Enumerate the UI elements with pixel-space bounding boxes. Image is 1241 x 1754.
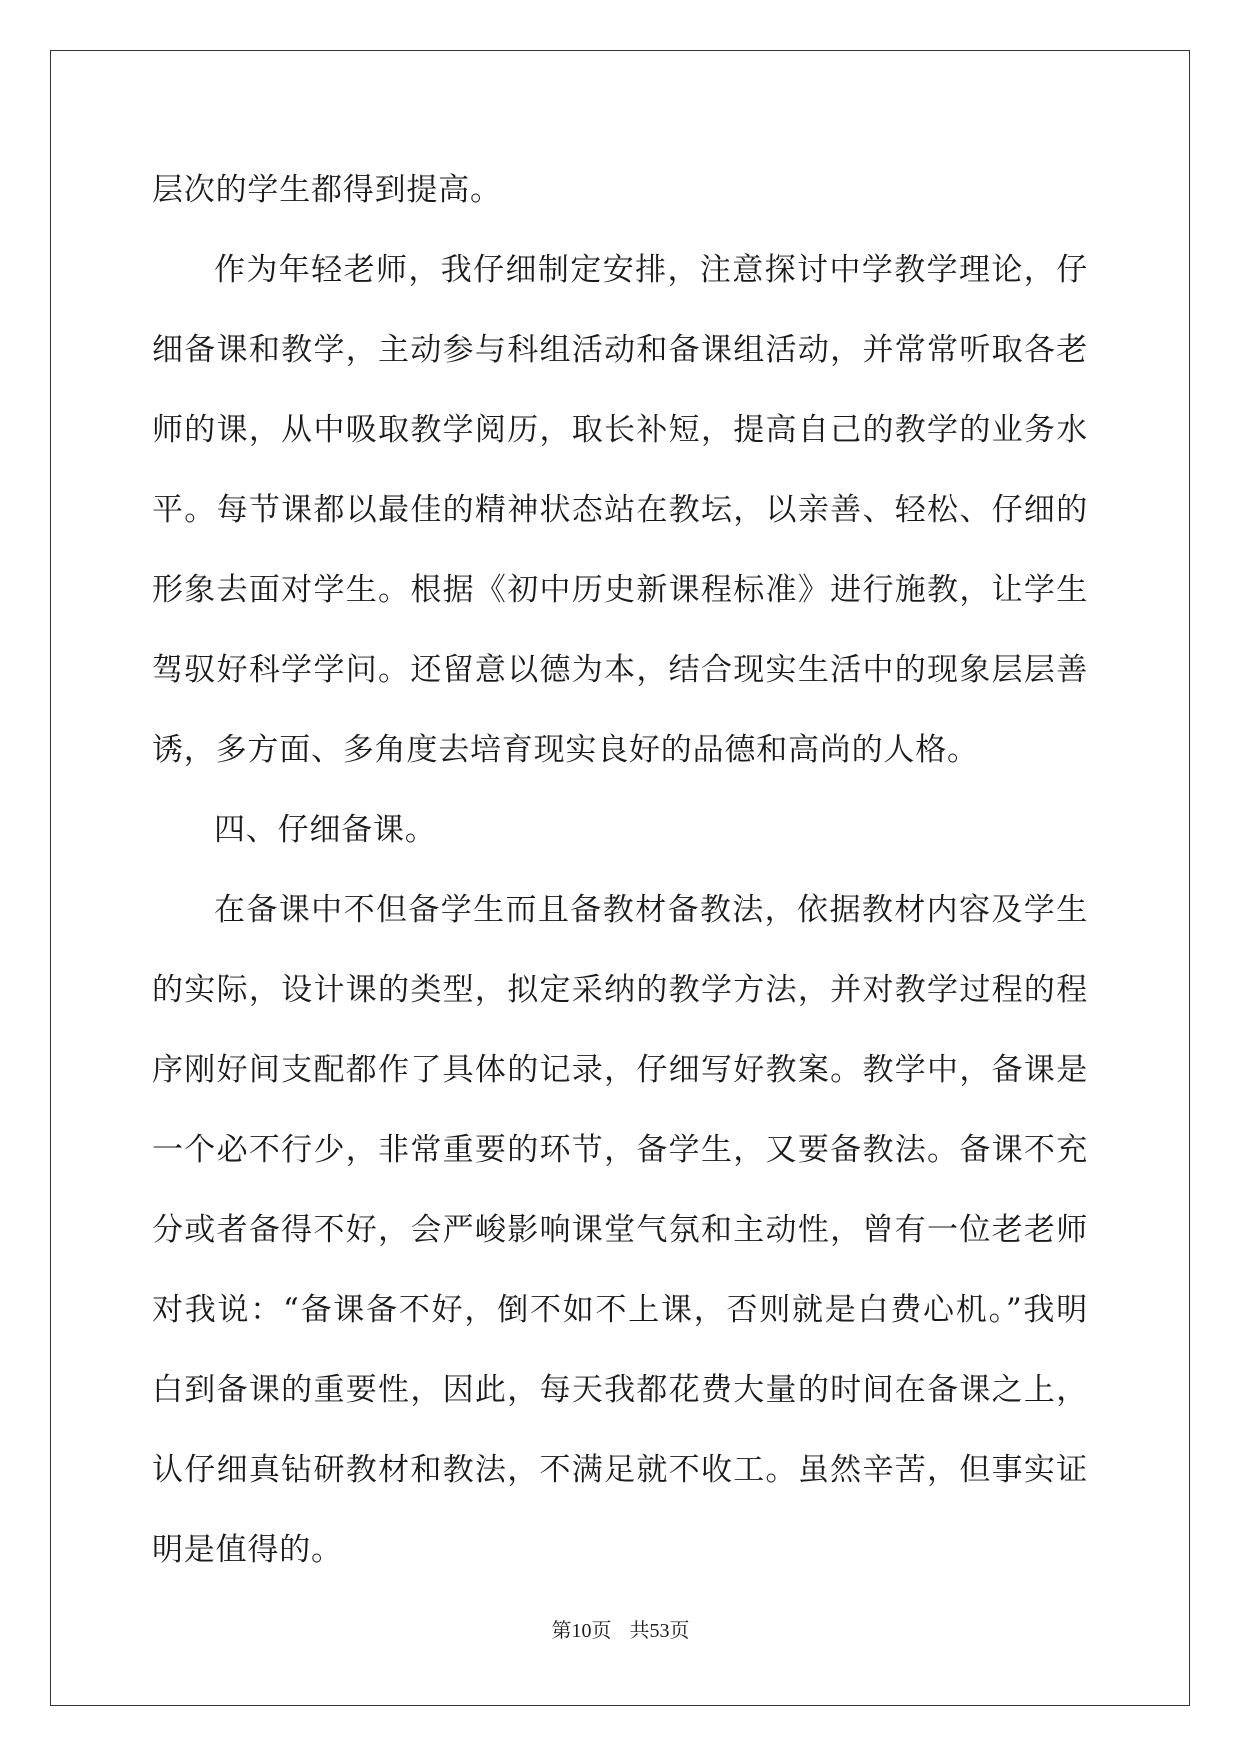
paragraph-continuation: 层次的学生都得到提高。	[152, 172, 502, 208]
section-heading-lesson-prep: 四、仔细备课。	[214, 812, 437, 848]
paragraph-lesson-prep: 在备课中不但备学生而且备教材备教法，依据教材内容及学生的实际，设计课的类型，拟定采纳的教学方法，并对教学过程的程序刚好间支配都作了具体的记录，仔细写好教案。教学中，备课是一个必不行少，非常重要的环节，备学生，又要备教法。备课不充分或者备得不好，会严峻影响课堂气氛和主动性，曾有一位老老师对我说：“备课备不好，倒不如不上课，否则就是白费心机。”我明白到备课的重要性，因此，每天我都花费大量的时间在备课之上，认仔细真钻研教材和教法，不满足就不收工。虽然辛苦，但事实证明是值得的。	[152, 892, 1088, 1568]
page-footer	[0, 1614, 1241, 1643]
page-number: 第10页	[551, 1620, 612, 1642]
page-total: 共53页	[629, 1620, 690, 1642]
paragraph-young-teacher: 作为年轻老师，我仔细制定安排，注意探讨中学教学理论，仔细备课和教学，主动参与科组活动和备课组活动，并常常听取各老师的课，从中吸取教学阅历，取长补短，提高自己的教学的业务水平。每节课都以最佳的精神状态站在教坛，以亲善、轻松、仔细的形象去面对学生。根据《初中历史新课程标准》进行施教，让学生驾驭好科学学问。还留意以德为本，结合现实生活中的现象层层善诱，多方面、多角度去培育现实良好的品德和高尚的人格。	[152, 252, 1088, 768]
document-body	[152, 150, 1088, 1590]
